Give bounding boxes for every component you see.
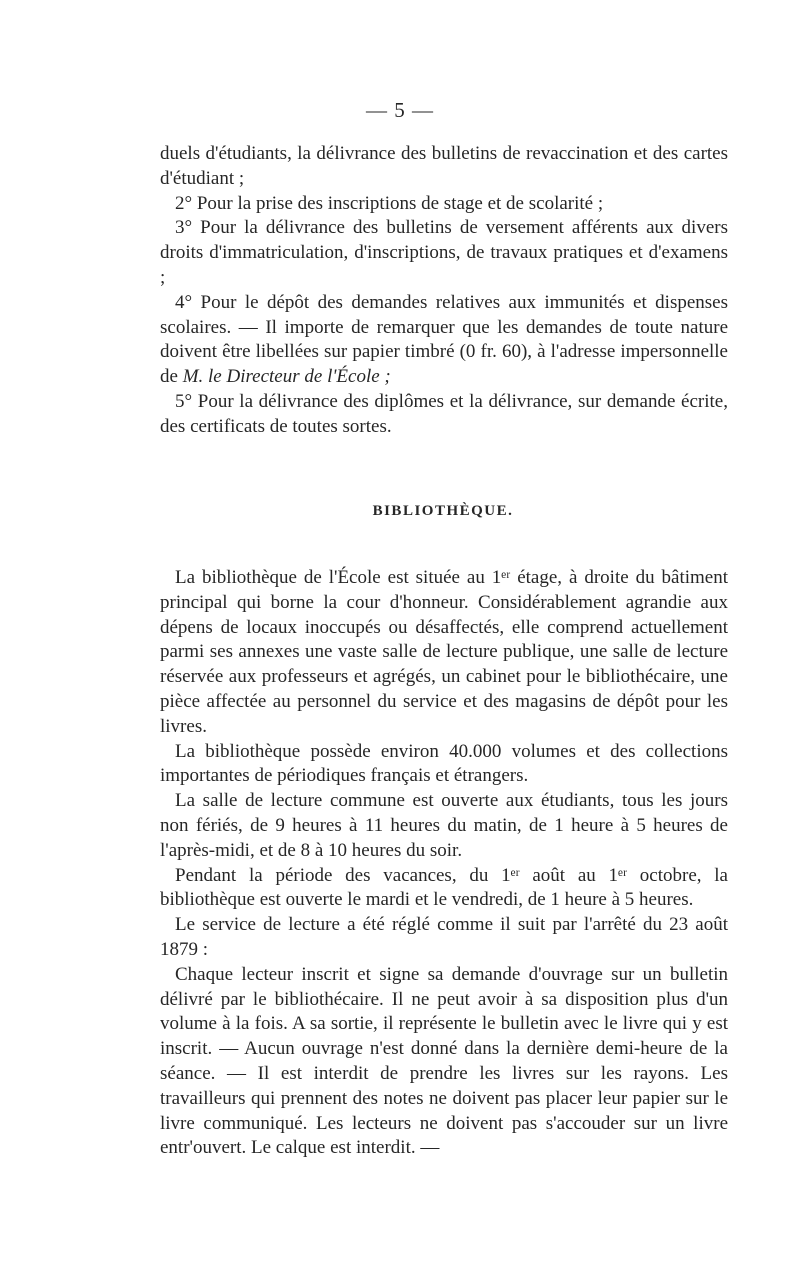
director-address-italic: M. le Directeur de l'École ; xyxy=(182,366,391,388)
library-paragraph-rules: Chaque lecteur inscrit et signe sa demande d'ouvrage sur un bulletin délivré par le bibliothécaire. Il ne peut avoir à sa disposition plus d'un volume à la fois. A sa sortie, il représente le bulletin avec le livre qui y est inscrit. — Aucun ouvrage n'est donné dans la dernière demi-heure de la séance. — Il est interdit de prendre les livres sur les rayons. Les travailleurs qui prennent des notes ne doivent pas placer leur papier sur le livre communiqué. Les lecteurs ne doivent pas s'accouder sur un livre entr'ouvert. Le calque est interdit. — xyxy=(160,963,728,1159)
paragraph-item-2: 2° Pour la prise des inscriptions de stage et de scolarité ; xyxy=(175,192,604,214)
paragraph-item-3: 3° Pour la délivrance des bulletins de versement afférents aux divers droits d'immatriculation, d'inscriptions, de travaux pratiques et d'examens ; xyxy=(160,217,728,288)
paragraph-item-4 xyxy=(160,291,728,390)
paragraph-item-5: 5° Pour la délivrance des diplômes et la délivrance, sur demande écrite, des certificats de toutes sortes. xyxy=(160,390,728,437)
library-section-text xyxy=(160,566,728,1161)
section-title: BIBLIOTHÈQUE. xyxy=(372,503,514,519)
library-paragraph-location: La bibliothèque de l'École est située au 1ᵉʳ étage, à droite du bâtiment principal qui borne la cour d'honneur. Considérablement agrandie aux dépens de locaux inoccupés ou désaffectés, elle comprend actuellement parmi ses annexes une vaste salle de lecture publique, une salle de lecture réservée aux professeurs et agrégés, un cabinet pour le bibliothécaire, une pièce affectée au personnel du service et des magasins de dépôt pour les livres. xyxy=(160,567,728,737)
paragraph-item-4-text: 4° Pour le dépôt des demandes relatives aux immunités et dispenses scolaires. — Il importe de remarquer que les demandes de toute nature doivent être libellées sur papier timbré (0 fr. 60), à l'adresse impersonnelle de xyxy=(160,291,728,388)
library-paragraph-vacations: Pendant la période des vacances, du 1ᵉʳ août au 1ᵉʳ octobre, la bibliothèque est ouverte le mardi et le vendredi, de 1 heure à 5 heures. xyxy=(160,864,728,911)
library-paragraph-hours: La salle de lecture commune est ouverte aux étudiants, tous les jours non fériés, de 9 heures à 11 heures du matin, de 1 heure à 5 heures de l'après-midi, et de 8 à 10 heures du soir. xyxy=(160,790,728,861)
paragraph-continuation: duels d'étudiants, la délivrance des bulletins de revaccination et des cartes d'étudiant ; xyxy=(160,143,728,189)
administrative-services-text xyxy=(160,142,728,440)
library-paragraph-regulation: Le service de lecture a été réglé comme il suit par l'arrêté du 23 août 1879 : xyxy=(160,914,728,960)
library-paragraph-collections: La bibliothèque possède environ 40.000 volumes et des collections importantes de périodiques français et étrangers. xyxy=(160,740,728,787)
page-number-header: — 5 — xyxy=(366,98,434,122)
